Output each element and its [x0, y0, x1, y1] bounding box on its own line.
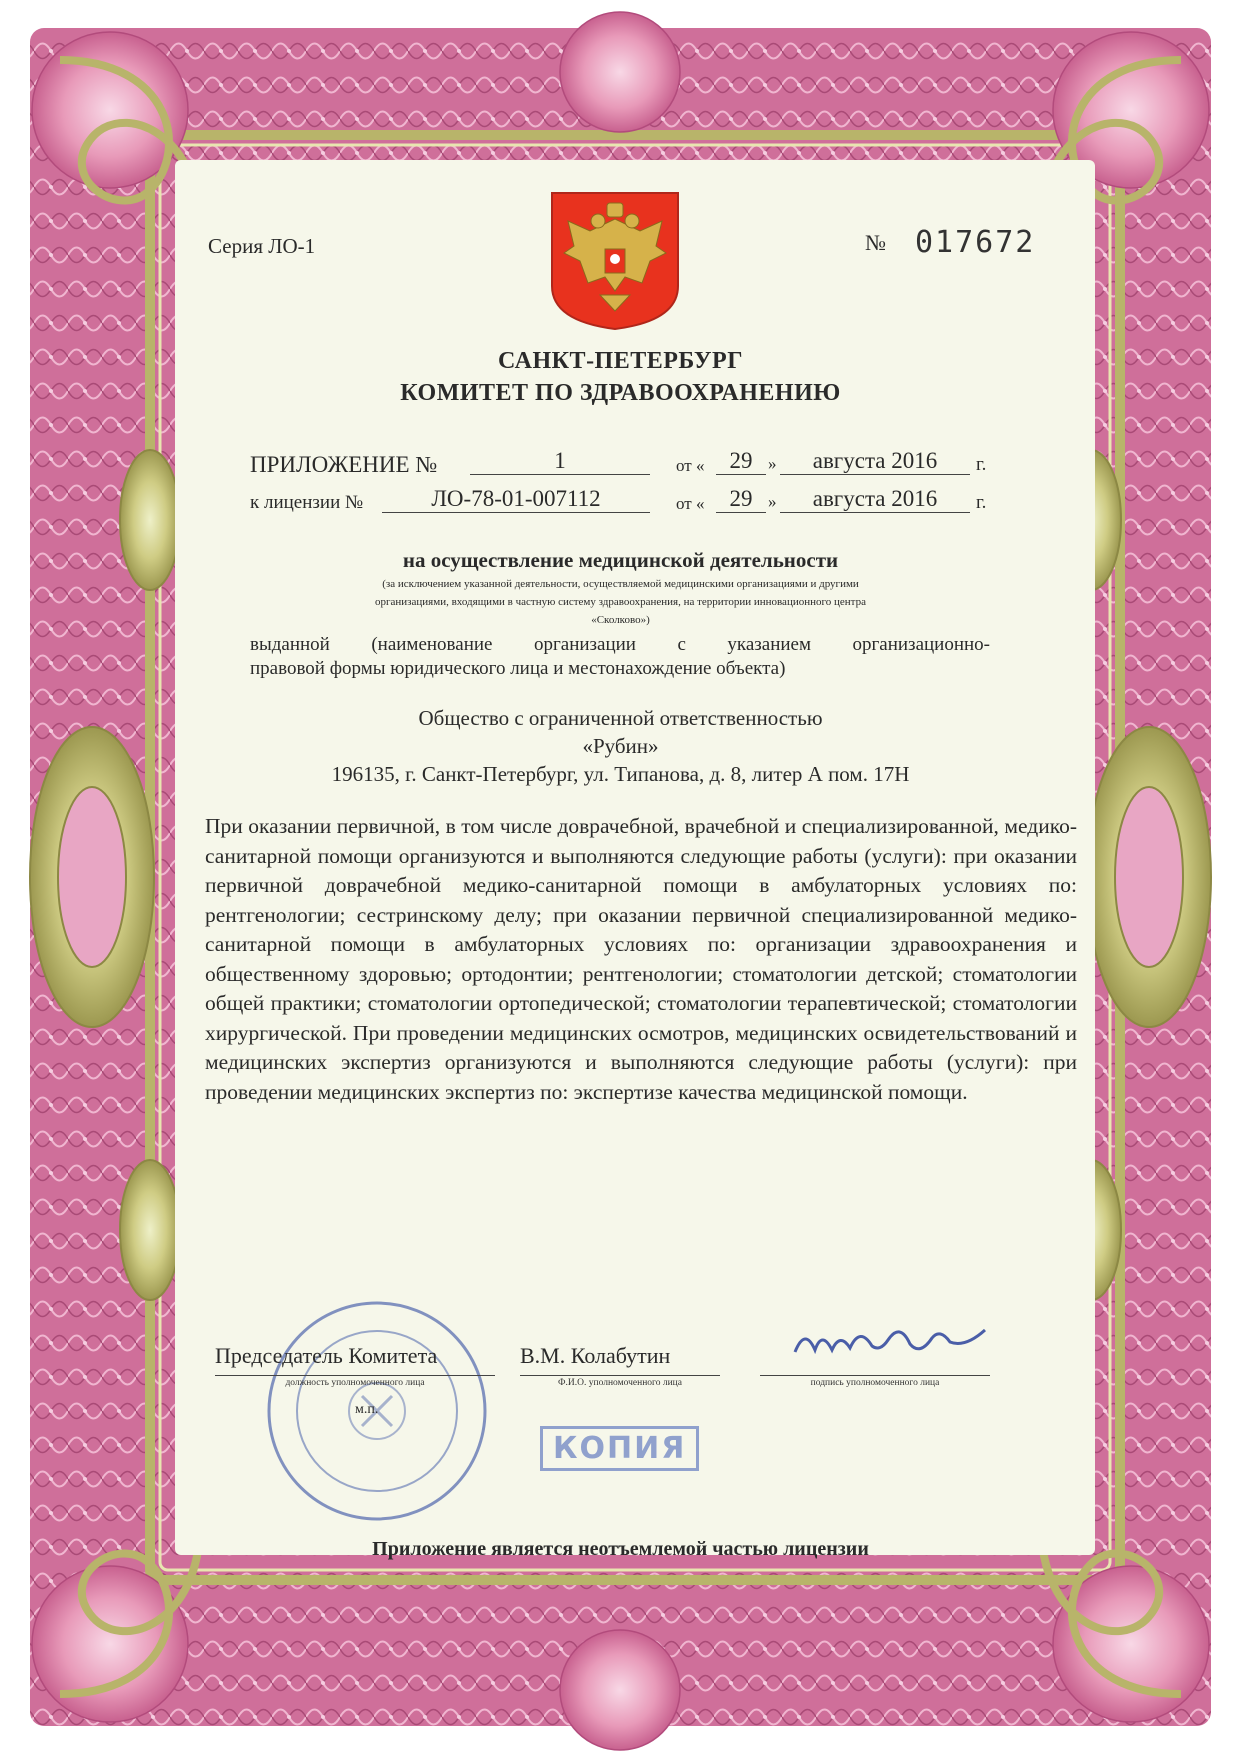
- license-month-year: августа 2016: [780, 486, 970, 513]
- org-name-line1: Общество с ограниченной ответственностью: [418, 706, 823, 730]
- number-label: №: [865, 230, 886, 255]
- appendix-month-year: августа 2016: [780, 448, 970, 475]
- license-from-label: от «: [676, 494, 705, 513]
- license-day: 29: [716, 486, 766, 513]
- seal-place-mark: м.п.: [355, 1402, 379, 1417]
- services-paragraph: При оказании первичной, в том числе доврачебной, врачебной и специализированной, медико-санитарной помощи организуются и выполняются следующие работы (услуги): при оказании первичной доврачебной медико-санитарной помощи в амбулаторных условиях по: рентгенологии; сестринскому делу; при оказании первичной специализированной медико-санитарной помощи в амбулаторных условиях по: организации здравоохранения и общественному здоровью; ортодонтии; рентгенологии; стоматологии детской; стоматологии общей практики; стоматологии ортопедической; стоматологии терапевтической; стоматологии хирургической. При проведении медицинских осмотров, медицинских освидетельствований и медицинских экспертиз организуются и выполняются следующие работы (услуги): при проведении медицинских экспертиз по: экспертизе качества медицинской помощи.: [205, 814, 1077, 1104]
- issued-line1: выданной (наименование организации с указанием организационно-: [250, 634, 990, 655]
- license-day-close: »: [768, 492, 777, 511]
- appendix-day-close: »: [768, 454, 777, 473]
- appendix-label: ПРИЛОЖЕНИЕ №: [250, 452, 438, 477]
- signature-caption: подпись уполномоченного лица: [760, 1375, 990, 1388]
- appendix-number: 1: [470, 448, 650, 475]
- coat-of-arms-icon: [550, 191, 680, 331]
- signer-name-caption: Ф.И.О. уполномоченного лица: [520, 1375, 720, 1388]
- services-text: [205, 812, 1077, 1107]
- appendix-day: 29: [716, 448, 766, 475]
- signer-position-caption: должность уполномоченного лица: [215, 1375, 495, 1388]
- org-name-line2: «Рубин»: [582, 734, 659, 758]
- appendix-from-label: от «: [676, 456, 705, 475]
- series-label: Серия ЛО-1: [208, 234, 316, 258]
- activity-note-line1: (за исключением указанной деятельности, осуществляемой медицинскими организациями и другими: [382, 578, 859, 590]
- committee-title: КОМИТЕТ ПО ЗДРАВООХРАНЕНИЮ: [400, 380, 841, 406]
- form-number: 017672: [915, 225, 1036, 260]
- activity-note-line3: «Сколково»): [591, 614, 650, 626]
- signer-position: Председатель Комитета: [215, 1343, 438, 1368]
- city-title: САНКТ-ПЕТЕРБУРГ: [498, 348, 743, 374]
- license-year-suffix: г.: [976, 492, 987, 513]
- license-number: ЛО-78-01-007112: [382, 486, 650, 513]
- issued-line2: правовой формы юридического лица и местонахождение объекта): [250, 658, 786, 679]
- signer-name: В.М. Колабутин: [520, 1343, 671, 1368]
- handwritten-signature-icon: [790, 1312, 990, 1372]
- license-label: к лицензии №: [250, 492, 364, 513]
- activity-title: на осуществление медицинской деятельности: [402, 548, 839, 572]
- appendix-year-suffix: г.: [976, 454, 987, 475]
- org-address: 196135, г. Санкт-Петербург, ул. Типанова, д. 8, литер А пом. 17Н: [331, 762, 910, 786]
- activity-note-line2: организациями, входящими в частную систему здравоохранения, на территории инновационного центра: [375, 596, 866, 608]
- footer-note: Приложение является неотъемлемой частью лицензии: [372, 1538, 869, 1560]
- copy-stamp: КОПИЯ: [540, 1426, 699, 1471]
